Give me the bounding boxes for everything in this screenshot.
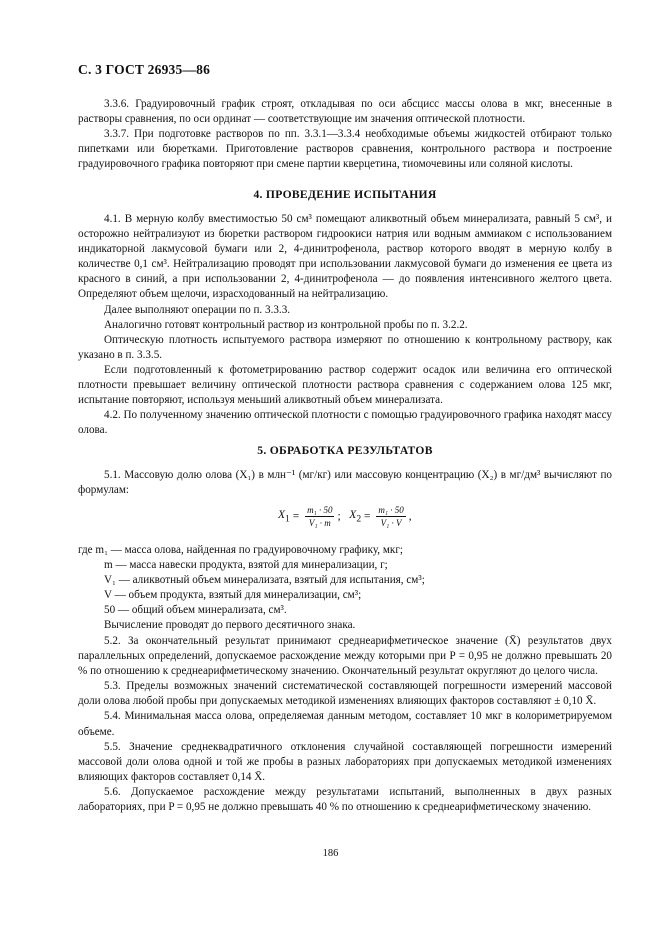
formula-x2-symbol: $X_2$ bbox=[349, 508, 362, 525]
paragraph-control-solution: Аналогично готовят контрольный раствор из контрольной пробы по п. 3.2.2. bbox=[104, 318, 468, 331]
definitions-list bbox=[78, 543, 612, 634]
paragraph-4-2: 4.2. По полученному значению оптической плотности с помощью градуировочного графика находят массу олова. bbox=[78, 409, 612, 437]
section-4-body bbox=[78, 212, 612, 438]
paragraph-4-1: 4.1. В мерную колбу вместимостью 50 см³ помещают аликвотный объем минерализата, равный 5 см³, и осторожно нейтрализуют из бюретки раствором гидроокиси натрия или водным аммиаком с использованием индикаторной лакмусовой бумаги или 2, 4-динитрофенола, раствор которого вводят в мерную колбу в количестве 0,1 см³. Нейтрализацию проводят при использовании лакмусовой бумаги до изменения ее цвета из красного в синий, а при использовании 2, 4-динитрофенола — до появления интенсивного желтого цвета. Определяют объем щелочи, израсходованный на нейтрализацию. bbox=[78, 213, 612, 301]
rounding-note: Вычисление проводят до первого десятичного знака. bbox=[104, 619, 356, 632]
page-header: С. 3 ГОСТ 26935—86 bbox=[78, 62, 211, 77]
paragraph-5-3: 5.3. Пределы возможных значений систематической составляющей погрешности измерений массовой доли олова любой пробы при допускаемых методикой изменениях влияющих факторов составляют ± 0,10 X̄. bbox=[78, 680, 612, 708]
formula-x2-fraction: $\frac{\text{m₁ · 50}}{\text{V₁ · V}}$ bbox=[378, 505, 404, 528]
section-5-title: 5. ОБРАБОТКА РЕЗУЛЬТАТОВ bbox=[257, 444, 433, 457]
formula-x1-symbol: $X_1$ bbox=[278, 508, 290, 525]
paragraph-5-6: 5.6. Допускаемое расхождение между результатами испытаний, выполненных в двух разных лабораториях, при P = 0,95 не должно превышать 40 % по отношению к среднеарифметическому значению. bbox=[78, 785, 612, 814]
definition-m1: где m₁ — масса олова, найденная по градуировочному графику, мкг; bbox=[78, 544, 403, 556]
formula-block: $X_1$ = $\frac{\text{m₁ · 50}}{\text{V₁ · m}}$ ; $X_2$ = $\frac{\text{m₁ · 50}}{\text{V₁ · V}}$ , bbox=[278, 505, 412, 528]
paragraph-5-1: 5.1. Массовую долю олова (X₁) в млн⁻¹ (мг/кг) или массовую концентрацию (X₂) в мг/дм³ вычисляют по формулам: bbox=[78, 469, 612, 497]
paragraph-optical-density: Оптическую плотность испытуемого раствора измеряют по отношению к контрольному раствору, как указано в п. 3.3.5. bbox=[78, 333, 612, 361]
formula-x1-fraction: $\frac{\text{m₁ · 50}}{\text{V₁ · m}}$ bbox=[307, 505, 333, 528]
section-4-title: 4. ПРОВЕДЕНИЕ ИСПЫТАНИЯ bbox=[253, 188, 437, 201]
paragraph-3-3-6: 3.3.6. Градуировочный график строят, откладывая по оси абсцисс массы олова в мкг, внесенные в растворы сравнения, по оси ординат — соответствующие им значения оптической плотности. bbox=[78, 98, 612, 126]
top-paragraphs bbox=[78, 97, 612, 172]
paragraph-5-4: 5.4. Минимальная масса олова, определяемая данным методом, составляет 10 мкг в колориметрируемом объеме. bbox=[78, 710, 612, 738]
definition-v1: V₁ — аликвотный объем минерализата, взятый для испытания, см³; bbox=[104, 574, 425, 587]
definition-m: m — масса навески продукта, взятой для минерализации, г; bbox=[104, 559, 388, 572]
definition-50: 50 — общий объем минерализата, см³. bbox=[104, 604, 287, 617]
paragraph-5-2: 5.2. За окончательный результат принимают среднеарифметическое значение (X̄) результатов двух параллельных определений, допускаемое расхождение между которыми при P = 0,95 не должно превышать 20 % по отношению к среднеарифметическому значению. Окончательный результат округляют до целого числа. bbox=[78, 635, 612, 678]
page-number: 186 bbox=[322, 848, 339, 859]
paragraph-next-ops: Далее выполняют операции по п. 3.3.3. bbox=[104, 303, 291, 316]
section-5-body bbox=[78, 634, 612, 815]
paragraph-3-3-7: 3.3.7. При подготовке растворов по пп. 3.3.1—3.3.4 необходимые объемы жидкостей отбирают только пипетками или бюретками. Приготовление растворов сравнения, контрольного раствора и построение градуировочного графика повторяют при смене партии кверцетина, тиомочевины или соляной кислоты. bbox=[78, 128, 612, 171]
paragraph-precipitate: Если подготовленный к фотометрированию раствор содержит осадок или величина его оптической плотности превышает величину оптической плотности раствора сравнения с содержанием олова 125 мкг, испытание повторяют, используя меньший аликвотный объем минерализата. bbox=[78, 363, 612, 407]
paragraph-5-5: 5.5. Значение среднеквадратичного отклонения случайной составляющей погрешности измерений массовой доли олова одной и той же пробы в разных лабораториях при допускаемых методикой изменениях влияющих факторов составляет 0,14 X̄. bbox=[78, 740, 612, 783]
definition-v: V — объем продукта, взятый для минерализации, см³; bbox=[104, 589, 362, 602]
